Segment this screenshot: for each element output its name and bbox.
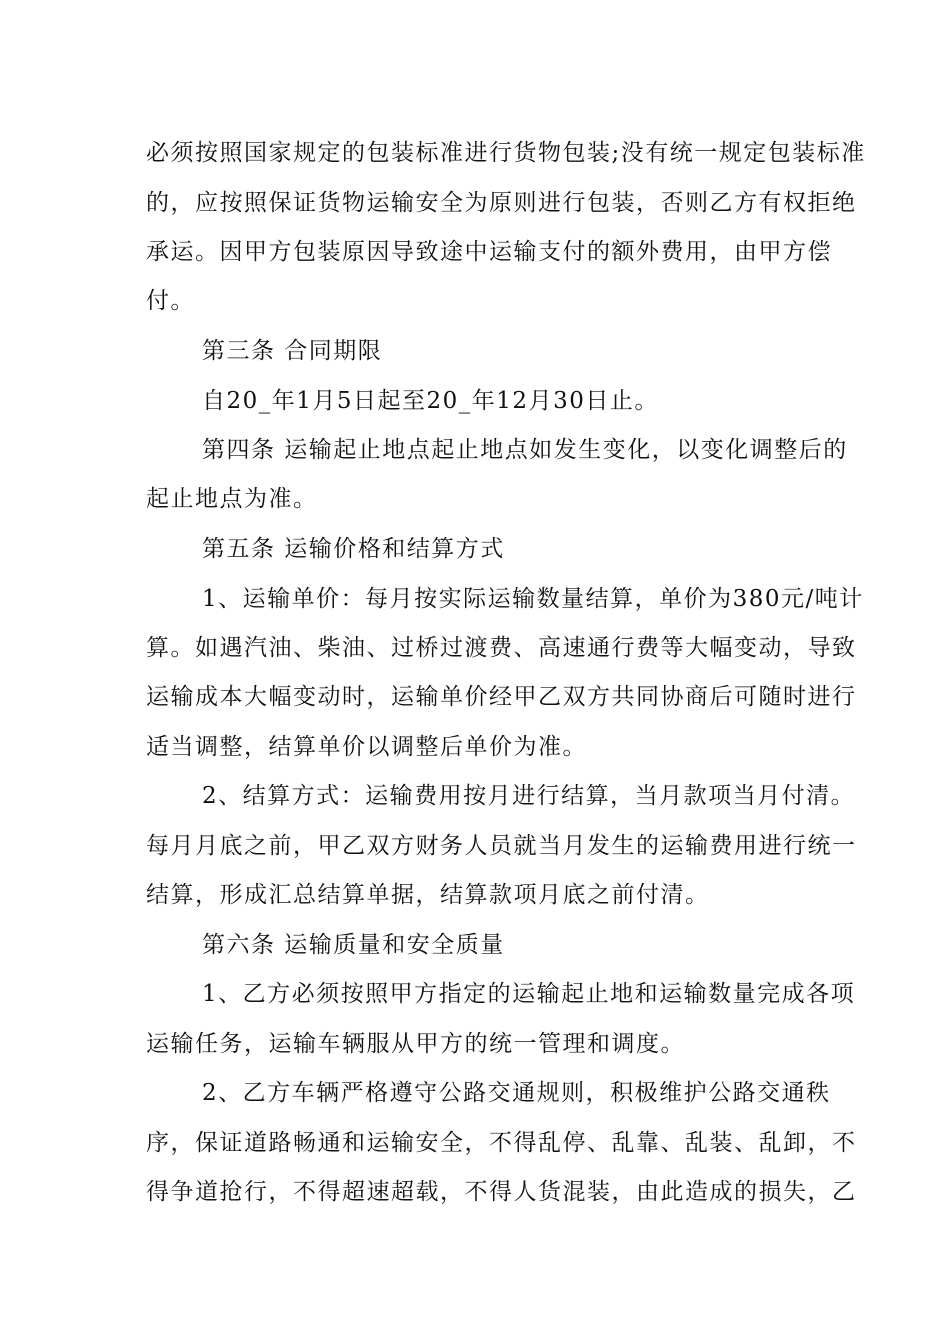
text-line: 自20_年1月5日起至20_年12月30日止。 xyxy=(202,388,659,414)
text-line: 运输成本大幅变动时，运输单价经甲乙双方共同协商后可随时进行 xyxy=(146,684,857,710)
text-line: 起止地点为准。 xyxy=(146,486,318,512)
section-heading: 第四条 运输起止地点起止地点如发生变化，以变化调整后的 xyxy=(202,437,848,463)
text-line: 序，保证道路畅通和运输安全，不得乱停、乱靠、乱装、乱卸，不 xyxy=(146,1130,857,1156)
text-line: 得争道抢行，不得超速超载，不得人货混装，由此造成的损失，乙 xyxy=(146,1179,857,1205)
text-line: 1、运输单价：每月按实际运输数量结算，单价为380元/吨计 xyxy=(202,586,864,612)
section-heading: 第三条 合同期限 xyxy=(202,338,383,364)
text-line: 1、乙方必须按照甲方指定的运输起止地和运输数量完成各项 xyxy=(202,981,856,1007)
section-heading: 第五条 运输价格和结算方式 xyxy=(202,536,505,562)
text-line: 每月月底之前，甲乙双方财务人员就当月发生的运输费用进行统一 xyxy=(146,833,857,859)
text-line: 运输任务，运输车辆服从甲方的统一管理和调度。 xyxy=(146,1031,685,1057)
text-line: 结算，形成汇总结算单据，结算款项月底之前付清。 xyxy=(146,882,710,908)
text-line: 必须按照国家规定的包装标准进行货物包装;没有统一规定包装标准 xyxy=(146,140,866,166)
text-line: 算。如遇汽油、柴油、过桥过渡费、高速通行费等大幅变动，导致 xyxy=(146,635,857,661)
text-line: 付。 xyxy=(146,288,195,314)
text-line: 2、乙方车辆严格遵守公路交通规则，积极维护公路交通秩 xyxy=(202,1080,831,1106)
section-heading: 第六条 运输质量和安全质量 xyxy=(202,932,505,958)
text-line: 适当调整，结算单价以调整后单价为准。 xyxy=(146,734,587,760)
text-line: 2、结算方式：运输费用按月进行结算，当月款项当月付清。 xyxy=(202,783,856,809)
text-line: 的，应按照保证货物运输安全为原则进行包装，否则乙方有权拒绝 xyxy=(146,190,857,216)
text-line: 承运。因甲方包装原因导致途中运输支付的额外费用，由甲方偿 xyxy=(146,239,832,265)
